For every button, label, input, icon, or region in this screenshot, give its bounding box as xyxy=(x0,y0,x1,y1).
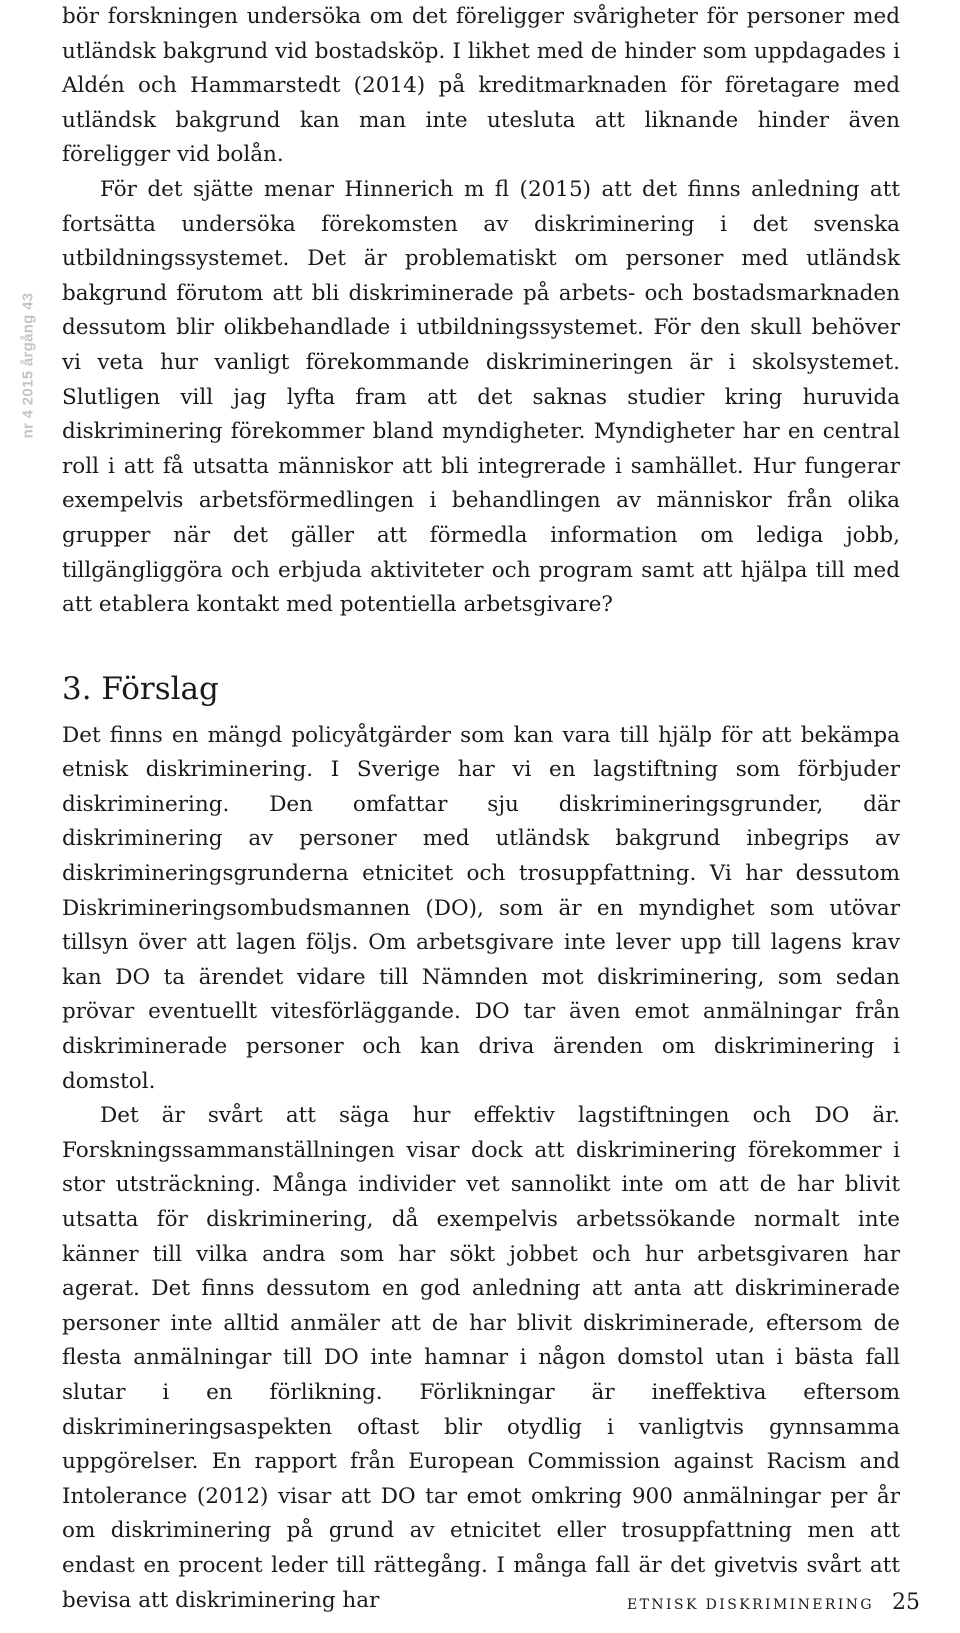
issue-label: nr 4 2015 årgång 43 xyxy=(19,292,37,438)
article-body xyxy=(62,0,900,1618)
paragraph: För det sjätte menar Hinnerich m fl (2015) att det finns anledning att fortsätta undersöka förekomsten av diskriminering i det svenska utbildningssystemet. Det är problematiskt om personer med utländsk bakgrund förutom att bli diskriminerade på arbets- och bostadsmarknaden dessutom blir olikbehandlade i utbildningssystemet. För den skull behöver vi veta hur vanligt förekommande diskrimineringen är i skolsystemet. Slutligen vill jag lyfta fram att det saknas studier kring huruvida diskriminering förekommer bland myndigheter. Myndigheter har en central roll i att få utsatta människor att bli integrerade i samhället. Hur fungerar exempelvis arbetsförmedlingen i behandlingen av människor från olika grupper när det gäller att förmedla information om lediga jobb, tillgängliggöra och erbjuda aktiviteter och program samt att hjälpa till med att etablera kontakt med potentiella arbetsgivare? xyxy=(62,176,900,618)
paragraph: Det finns en mängd policyåtgärder som kan vara till hjälp för att bekämpa etnisk diskriminering. I Sverige har vi en lagstiftning som förbjuder diskriminering. Den omfattar sju diskrimineringsgrunder, där diskriminering av personer med utländsk bakgrund inbegrips av diskrimineringsgrunderna etnicitet och trosuppfattning. Vi har dessutom Diskrimineringsombudsmannen (DO), som är en myndighet som utövar tillsyn över att lagen följs. Om arbetsgivare inte lever upp till lagens krav kan DO ta ärendet vidare till Nämnden mot diskriminering, som sedan prövar eventuellt vitesförläggande. DO tar även emot anmälningar från diskriminerade personer och kan driva ärenden om diskriminering i domstol. xyxy=(62,722,900,1094)
running-head: ETNISK DISKRIMINERING xyxy=(627,1597,874,1613)
issue-sidebar xyxy=(14,250,42,480)
paragraph: bör forskningen undersöka om det föreligger svårigheter för personer med utländsk bakgrund vid bostadsköp. I likhet med de hinder som uppdagades i Aldén och Hammarstedt (2014) på kreditmarknaden för företagare med utländsk bakgrund kan man inte utesluta att liknande hinder även föreligger vid bolån. xyxy=(62,4,900,168)
section-heading: 3. Förslag xyxy=(62,670,219,707)
page-number: 25 xyxy=(892,1590,920,1615)
paragraph: Det är svårt att säga hur effektiv lagstiftningen och DO är. Forskningssammanställningen visar dock att diskriminering förekommer i stor utsträckning. Många individer vet sannolikt inte om att de har blivit utsatta för diskriminering, då exempelvis arbetssökande normalt inte känner till vilka andra som har sökt jobbet och hur arbetsgivaren har agerat. Det finns dessutom en god anledning att anta att diskriminerade personer inte alltid anmäler att de har blivit diskriminerade, eftersom de flesta anmälningar till DO inte hamnar i någon domstol utan i bästa fall slutar i en förlikning. Förlikningar är ineffektiva eftersom diskrimineringsaspekten oftast blir otydlig i vanligtvis gynnsamma uppgörelser. En rapport från European Commission against Racism and Intolerance (2012) visar att DO tar emot omkring 900 anmälningar per år om diskriminering på grund av etnicitet eller trosuppfattning men att endast en procent leder till rättegång. I många fall är det givetvis svårt att bevisa att diskriminering har xyxy=(62,1103,900,1613)
page-footer xyxy=(627,1590,920,1615)
